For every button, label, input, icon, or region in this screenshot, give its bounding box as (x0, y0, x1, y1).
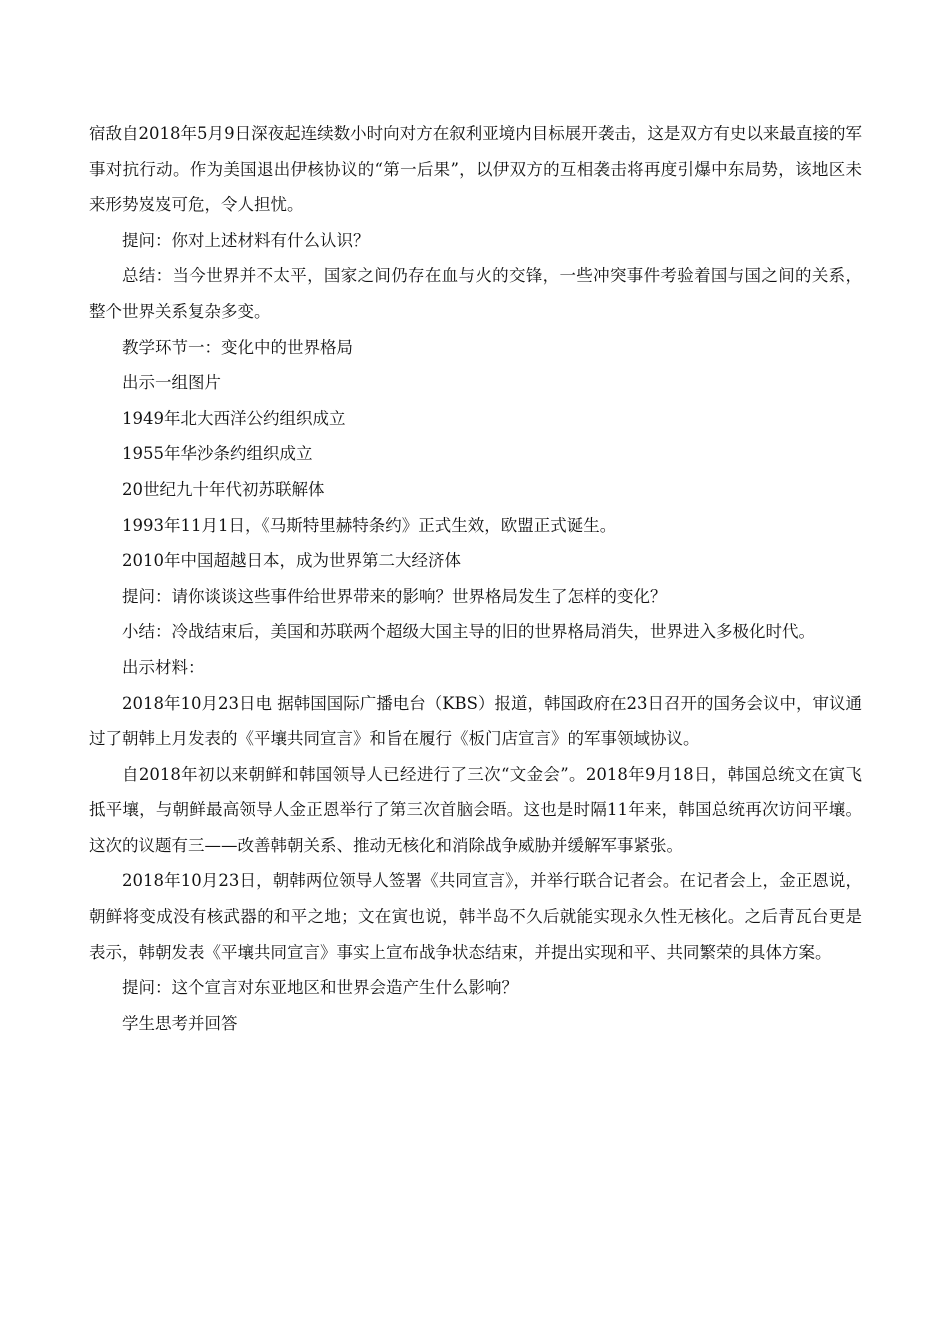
event-item: 1949年北大西洋公约组织成立 (122, 408, 346, 428)
paragraph-material-continuation: 宿敌自2018年5月9日深夜起连续数小时向对方在叙利亚境内目标展开袭击，这是双方有史以来最直接的军事对抗行动。作为美国退出伊核协议的“第一后果”，以伊双方的互相袭击将再度引爆中东局势，该地区未来形势岌岌可危，令人担忧。 (89, 124, 862, 215)
paragraph-show-material: 出示材料： (122, 657, 205, 677)
event-item: 2010年中国超越日本，成为世界第二大经济体 (122, 551, 461, 571)
paragraph-news: 自2018年初以来朝鲜和韩国领导人已经进行了三次“文金会”。2018年9月18日，韩国总统文在寅飞抵平壤，与朝鲜最高领导人金正恩举行了第三次首脑会晤。这也是时隔11年来，韩国总统再次访问平壤。这次的议题有三——改善韩朝关系、推动无核化和消除战争威胁并缓解军事紧张。 (89, 764, 862, 855)
document-body (89, 116, 862, 1041)
paragraph-question: 提问：你对上述材料有什么认识？ (122, 230, 370, 250)
paragraph-student-activity: 学生思考并回答 (122, 1013, 238, 1033)
paragraph-question: 提问：请你谈谈这些事件给世界带来的影响？世界格局发生了怎样的变化？ (122, 586, 667, 606)
event-item: 1955年华沙条约组织成立 (122, 444, 313, 464)
event-item: 20世纪九十年代初苏联解体 (122, 479, 325, 499)
paragraph-summary: 总结：当今世界并不太平，国家之间仍存在血与火的交锋，一些冲突事件考验着国与国之间的关系，整个世界关系复杂多变。 (89, 266, 862, 321)
event-item: 1993年11月1日，《马斯特里赫特条约》正式生效，欧盟正式诞生。 (122, 515, 617, 535)
paragraph-news: 2018年10月23日，朝韩两位领导人签署《共同宣言》，并举行联合记者会。在记者会上，金正恩说，朝鲜将变成没有核武器的和平之地；文在寅也说，韩半岛不久后就能实现永久性无核化。之后青瓦台更是表示，韩朝发表《平壤共同宣言》事实上宣布战争状态结束，并提出实现和平、共同繁荣的具体方案。 (89, 871, 862, 962)
paragraph-conclusion: 小结：冷战结束后，美国和苏联两个超级大国主导的旧的世界格局消失，世界进入多极化时代。 (122, 622, 815, 642)
paragraph-question: 提问：这个宣言对东亚地区和世界会造产生什么影响？ (122, 978, 518, 998)
paragraph-news: 2018年10月23日电 据韩国国际广播电台（KBS）报道，韩国政府在23日召开的国务会议中，审议通过了朝韩上月发表的《平壤共同宣言》和旨在履行《板门店宣言》的军事领域协议。 (89, 693, 862, 749)
section-heading: 教学环节一：变化中的世界格局 (122, 337, 353, 357)
paragraph-show-pictures: 出示一组图片 (122, 373, 221, 393)
